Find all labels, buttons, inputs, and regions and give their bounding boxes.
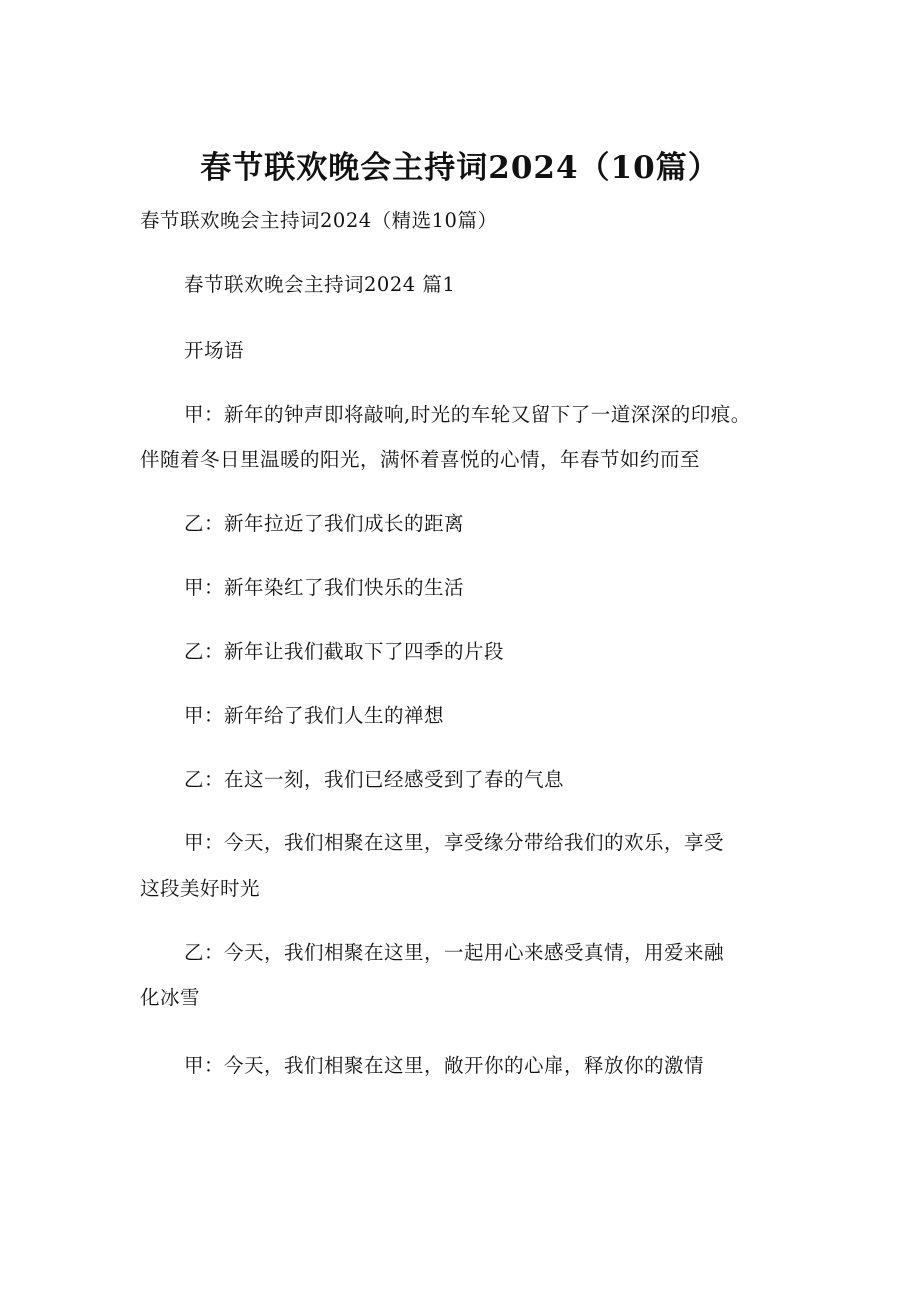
- paragraph-1-line-1: 甲：新年的钟声即将敲响,时光的车轮又留下了一道深深的印痕。: [184, 403, 751, 426]
- paragraph-5: 甲：新年给了我们人生的禅想: [184, 704, 445, 727]
- document-title: 春节联欢晚会主持词2024（10篇）: [200, 150, 720, 186]
- paragraph-8-line-1: 乙：今天，我们相聚在这里，一起用心来感受真情，用爱来融: [184, 941, 725, 964]
- paragraph-2: 乙：新年拉近了我们成长的距离: [184, 512, 465, 535]
- paragraph-4: 乙：新年让我们截取下了四季的片段: [184, 640, 505, 663]
- document-subtitle: 春节联欢晚会主持词2024（精选10篇）: [140, 209, 498, 232]
- paragraph-7-line-1: 甲：今天，我们相聚在这里，享受缘分带给我们的欢乐，享受: [184, 831, 725, 854]
- paragraph-1-line-2: 伴随着冬日里温暖的阳光，满怀着喜悦的心情，年春节如约而至: [140, 448, 701, 471]
- paragraph-3: 甲：新年染红了我们快乐的生活: [184, 576, 465, 599]
- section-heading: 春节联欢晚会主持词2024 篇1: [184, 273, 456, 296]
- paragraph-8-line-2: 化冰雪: [140, 986, 201, 1009]
- part-label: 开场语: [184, 339, 245, 362]
- paragraph-7-line-2: 这段美好时光: [140, 877, 261, 900]
- paragraph-9: 甲：今天，我们相聚在这里，敞开你的心扉，释放你的激情: [184, 1054, 705, 1077]
- paragraph-6: 乙：在这一刻，我们已经感受到了春的气息: [184, 768, 565, 791]
